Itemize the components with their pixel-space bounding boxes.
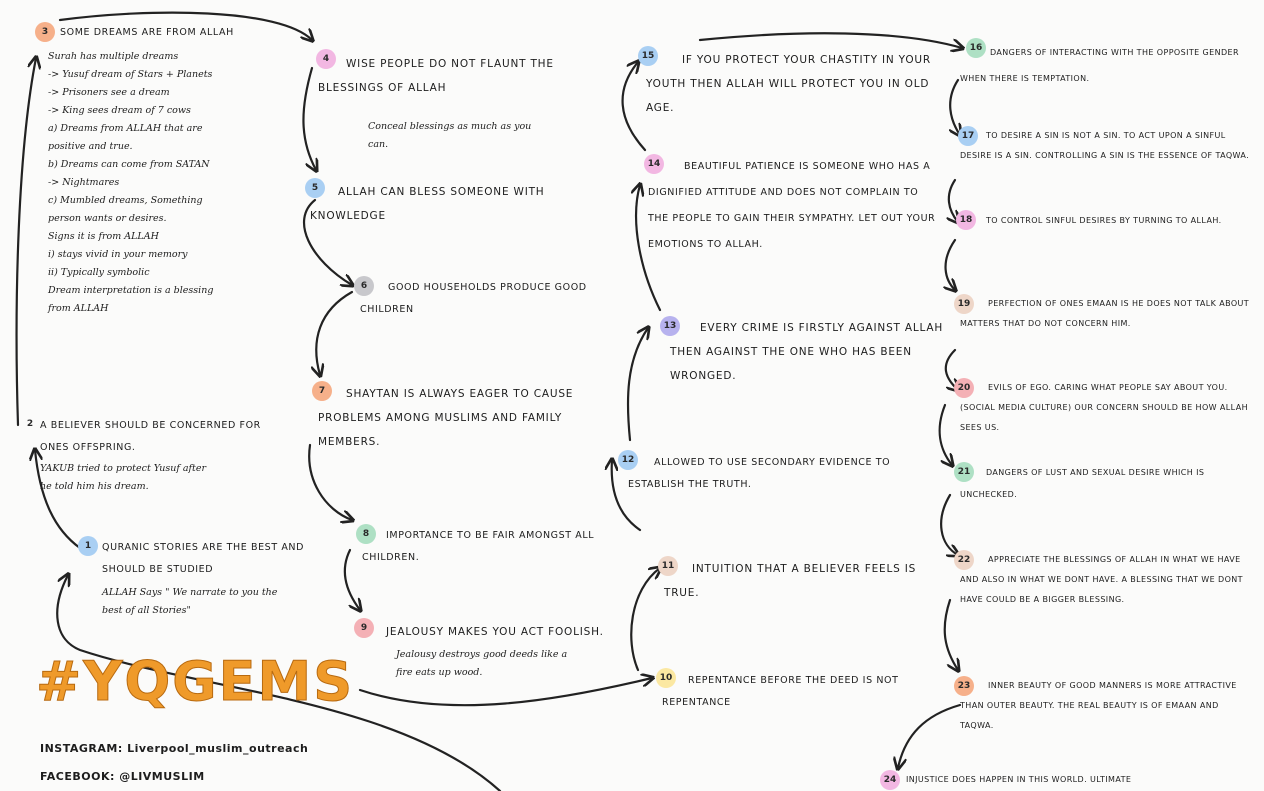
badge-1: 1 — [78, 536, 98, 556]
arrow-6-7 — [316, 292, 352, 375]
arrow-20-21 — [940, 405, 952, 465]
gem-6-title: GOOD HOUSEHOLDS PRODUCE GOOD CHILDREN — [360, 282, 587, 315]
badge-10: 10 — [656, 668, 676, 688]
badge-3: 3 — [35, 22, 55, 42]
gem-3-details: Surah has multiple dreams -> Yusuf dream of Stars + Planets -> Prisoners see a dream -> King sees dream of 7 cows a) Dreams from ALLAH that are positive and true. b) Dreams can come from SATAN -> Nightmares c) Mumbled dreams, Something person wants or desires. Signs it is from ALLAH i) stays vivid in your memory ii) Typically symbolic Dream interpretation is a blessing from ALLAH — [48, 51, 214, 314]
arrow-8-9 — [345, 550, 360, 610]
badge-6: 6 — [354, 276, 374, 296]
gem-3-title: SOME DREAMS ARE FROM ALLAH — [60, 27, 234, 38]
arrow-16-17 — [950, 80, 960, 135]
arrow-4-5 — [303, 68, 316, 170]
badge-23: 23 — [954, 676, 974, 696]
gem-18-title: TO CONTROL SINFUL DESIRES BY TURNING TO ALLAH. — [986, 216, 1222, 225]
badge-17: 17 — [958, 126, 978, 146]
badge-11: 11 — [658, 556, 678, 576]
arrow-18-19 — [946, 240, 955, 290]
gem-12-title: ALLOWED TO USE SECONDARY EVIDENCE TO ESTABLISH THE TRUTH. — [628, 457, 891, 490]
gem-5-title: ALLAH CAN BLESS SOMEONE WITH KNOWLEDGE — [310, 186, 545, 222]
gem-16-title: DANGERS OF INTERACTING WITH THE OPPOSITE GENDER WHEN THERE IS TEMPTATION. — [960, 48, 1239, 83]
gem-24-title: INJUSTICE DOES HAPPEN IN THIS WORLD. ULTIMATE — [906, 775, 1132, 784]
badge-8: 8 — [356, 524, 376, 544]
badge-18: 18 — [956, 210, 976, 230]
badge-15: 15 — [638, 46, 658, 66]
gem-1-title: QURANIC STORIES ARE THE BEST AND SHOULD BE STUDIED — [102, 542, 305, 575]
gem-7-title: SHAYTAN IS ALWAYS EAGER TO CAUSE PROBLEMS AMONG MUSLIMS AND FAMILY MEMBERS. — [318, 388, 574, 448]
badge-13: 13 — [660, 316, 680, 336]
badge-12: 12 — [618, 450, 638, 470]
badge-14: 14 — [644, 154, 664, 174]
gem-9-title: JEALOUSY MAKES YOU ACT FOOLISH. — [386, 626, 604, 638]
arrow-14-15 — [623, 62, 645, 150]
arrow-21-22 — [941, 495, 958, 555]
gem-22-title: APPRECIATE THE BLESSINGS OF ALLAH IN WHAT WE HAVE AND ALSO IN WHAT WE DONT HAVE. A BLESSING THAT WE DONT HAVE COULD BE A BIGGER BLESSING. — [960, 555, 1243, 604]
gem-14-title: BEAUTIFUL PATIENCE IS SOMEONE WHO HAS A DIGNIFIED ATTITUDE AND DOES NOT COMPLAIN TO THE PEOPLE TO GAIN THEIR SYMPATHY. LET OUT YOUR EMOTIONS TO ALLAH. — [648, 161, 936, 250]
gem-8-title: IMPORTANCE TO BE FAIR AMONGST ALL CHILDREN. — [362, 530, 595, 563]
gem-20-title: EVILS OF EGO. CARING WHAT PEOPLE SAY ABOUT YOU. (SOCIAL MEDIA CULTURE) OUR CONCERN SHOULD BE HOW ALLAH SEES US. — [960, 383, 1248, 432]
arrow-2-3 — [17, 58, 36, 425]
arrow-23-24 — [898, 705, 960, 768]
arrow-9-10 — [360, 678, 652, 705]
badge-2: 2 — [26, 419, 34, 429]
gem-21-title: DANGERS OF LUST AND SEXUAL DESIRE WHICH IS UNCHECKED. — [960, 468, 1205, 499]
badge-19: 19 — [954, 294, 974, 314]
badge-22: 22 — [954, 550, 974, 570]
arrow-22-23 — [945, 600, 958, 670]
gem-13-title: EVERY CRIME IS FIRSTLY AGAINST ALLAH THEN AGAINST THE ONE WHO HAS BEEN WRONGED. — [670, 322, 944, 382]
arrow-12-13 — [628, 328, 648, 440]
gem-4-title: WISE PEOPLE DO NOT FLAUNT THE BLESSINGS OF ALLAH — [318, 58, 554, 94]
gem-2-title: A BELIEVER SHOULD BE CONCERNED FOR ONES OFFSPRING. — [40, 420, 261, 453]
badge-20: 20 — [954, 378, 974, 398]
gem-1-details: ALLAH Says " We narrate to you the best of all Stories" — [102, 587, 278, 616]
instagram-handle: INSTAGRAM: Liverpool_muslim_outreach — [40, 742, 309, 755]
badge-4: 4 — [316, 49, 336, 69]
gem-15-title: IF YOU PROTECT YOUR CHASTITY IN YOUR YOUTH THEN ALLAH WILL PROTECT YOU IN OLD AGE. — [646, 54, 931, 114]
gem-2-details: YAKUB tried to protect Yusuf after he told him his dream. — [40, 463, 207, 492]
gem-11-title: INTUITION THAT A BELIEVER FEELS IS TRUE. — [664, 563, 917, 599]
gem-9-details: Jealousy destroys good deeds like a fire eats up wood. — [396, 649, 568, 678]
badge-21: 21 — [954, 462, 974, 482]
badge-5: 5 — [305, 178, 325, 198]
gem-23-title: INNER BEAUTY OF GOOD MANNERS IS MORE ATTRACTIVE THAN OUTER BEAUTY. THE REAL BEAUTY IS OF EMAAN AND TAQWA. — [960, 681, 1237, 730]
badge-16: 16 — [966, 38, 986, 58]
badge-7: 7 — [312, 381, 332, 401]
gem-17-title: TO DESIRE A SIN IS NOT A SIN. TO ACT UPON A SINFUL DESIRE IS A SIN. CONTROLLING A SIN IS THE ESSENCE OF TAQWA. — [960, 131, 1250, 160]
arrow-7-8 — [309, 445, 352, 520]
gem-4-details: Conceal blessings as much as you can. — [368, 121, 532, 150]
facebook-handle: FACEBOOK: @LIVMUSLIM — [40, 770, 205, 783]
gem-10-title: REPENTANCE BEFORE THE DEED IS NOT REPENTANCE — [662, 675, 899, 708]
arrow-10-11 — [631, 568, 660, 670]
arrow-15-16 — [700, 33, 962, 48]
badge-9: 9 — [354, 618, 374, 638]
gem-19-title: PERFECTION OF ONES EMAAN IS HE DOES NOT TALK ABOUT MATTERS THAT DO NOT CONCERN HIM. — [960, 299, 1250, 328]
badge-24: 24 — [880, 770, 900, 790]
hashtag-logo: #YQGEMS — [36, 650, 355, 713]
